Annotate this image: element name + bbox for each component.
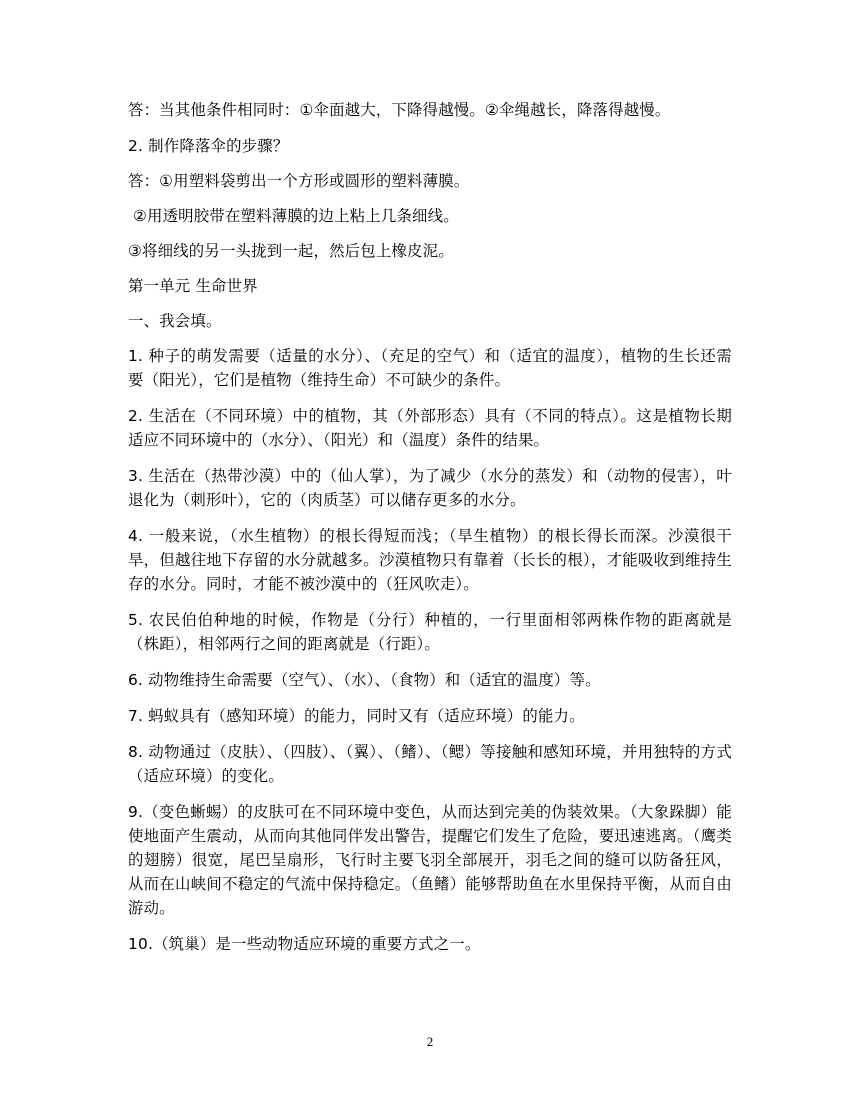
fill-item-8: 8. 动物通过（皮肤）、（四肢）、（翼）、（鳍）、（鳃）等接触和感知环境，并用独特的方式（适应环境）的变化。: [128, 743, 732, 785]
fill-item-4: 4. 一般来说，（水生植物）的根长得短而浅；（旱生植物）的根长得长而深。沙漠很干旱，但越往地下存留的水分就越多。沙漠植物只有靠着（长长的根），才能吸收到维持生存的水分。同时，才能不被沙漠中的（狂风吹走）。: [128, 527, 732, 593]
page-number: 2: [426, 1034, 434, 1049]
answer-step-2: ②用透明胶带在塑料薄膜的边上粘上几条细线。: [133, 207, 459, 225]
fill-item-9: 9.（变色蜥蜴）的皮肤可在不同环境中变色，从而达到完美的伪装效果。（大象跺脚）能使地面产生震动，从而向其他同伴发出警告，提醒它们发生了危险，要迅速逃离。（鹰类的翅膀）很宽，尾巴呈扇形，飞行时主要飞羽全部展开，羽毛之间的缝可以防备狂风，从而在山峡间不稳定的气流中保持稳定。（鱼鳍）能够帮助鱼在水里保持平衡，从而自由游动。: [128, 803, 732, 917]
fill-item-10: 10.（筑巢）是一些动物适应环境的重要方式之一。: [128, 935, 481, 953]
fill-item-2: 2. 生活在（不同环境）中的植物，其（外部形态）具有（不同的特点）。这是植物长期适应不同环境中的（水分）、（阳光）和（温度）条件的结果。: [128, 407, 732, 449]
fill-item-6: 6. 动物维持生命需要（空气）、（水）、（食物）和（适宜的温度）等。: [128, 671, 601, 689]
fill-item-7: 7. 蚂蚁具有（感知环境）的能力，同时又有（适应环境）的能力。: [128, 707, 585, 725]
document-body: [128, 98, 732, 968]
answer-parachute-factors: 答：当其他条件相同时：①伞面越大，下降得越慢。②伞绳越长，降落得越慢。: [128, 101, 671, 119]
question-parachute-steps: 2. 制作降落伞的步骤？: [128, 137, 289, 155]
fill-item-3: 3. 生活在（热带沙漠）中的（仙人掌），为了减少（水分的蒸发）和（动物的侵害），叶退化为（刺形叶），它的（肉质茎）可以储存更多的水分。: [128, 467, 732, 509]
unit-heading: 第一单元 生命世界: [128, 277, 258, 295]
answer-step-3: ③将细线的另一头拢到一起，然后包上橡皮泥。: [128, 242, 454, 260]
fill-item-5: 5. 农民伯伯种地的时候，作物是（分行）种植的，一行里面相邻两株作物的距离就是（株距），相邻两行之间的距离就是（行距）。: [128, 611, 732, 653]
fill-item-1: 1. 种子的萌发需要（适量的水分）、（充足的空气）和（适宜的温度），植物的生长还需要（阳光），它们是植物（维持生命）不可缺少的条件。: [128, 347, 732, 389]
answer-step-1: 答：①用塑料袋剪出一个方形或圆形的塑料薄膜。: [128, 172, 470, 190]
section-heading: 一、我会填。: [128, 312, 222, 330]
